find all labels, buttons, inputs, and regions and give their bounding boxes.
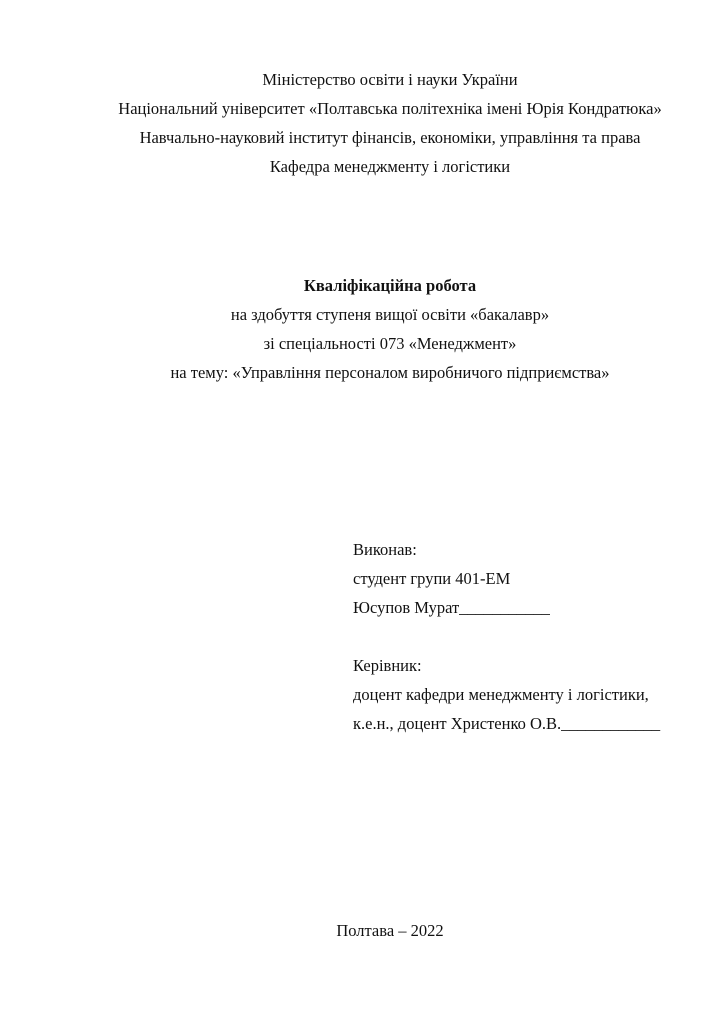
work-title: Кваліфікаційна робота bbox=[303, 276, 477, 295]
author-name: Юсупов Мурат___________ bbox=[353, 598, 550, 617]
university-line: Національний університет «Полтавська політехніка імені Юрія Кондратюка» bbox=[118, 99, 662, 118]
degree-line: на здобуття ступеня вищої освіти «бакалавр» bbox=[230, 305, 550, 324]
author-label: Виконав: bbox=[353, 540, 417, 559]
supervisor-label: Керівник: bbox=[353, 656, 422, 675]
institute-line: Навчально-науковий інститут фінансів, економіки, управління та права bbox=[139, 128, 641, 147]
author-group: студент групи 401-ЕМ bbox=[353, 569, 511, 588]
ministry-line: Міністерство освіти і науки України bbox=[262, 70, 518, 89]
topic-line: на тему: «Управління персоналом виробничого підприємства» bbox=[170, 363, 610, 382]
department-line: Кафедра менеджменту і логістики bbox=[269, 157, 511, 176]
specialty-line: зі спеціальності 073 «Менеджмент» bbox=[263, 334, 517, 353]
supervisor-position: доцент кафедри менеджменту і логістики, bbox=[353, 685, 649, 704]
city-year: Полтава – 2022 bbox=[336, 921, 444, 940]
supervisor-name: к.е.н., доцент Христенко О.В.____________ bbox=[353, 714, 661, 733]
